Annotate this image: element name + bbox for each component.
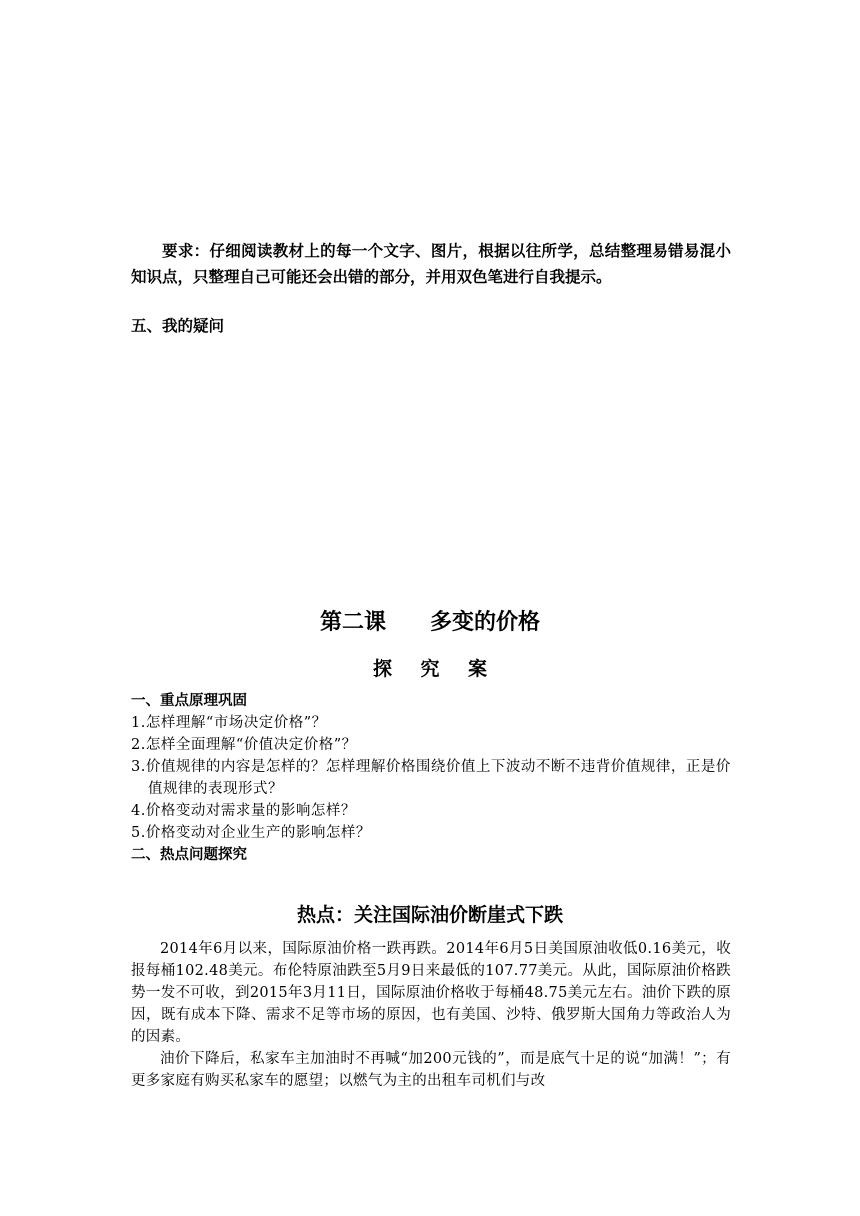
section-heading-key-principles: 一、重点原理巩固: [131, 693, 247, 709]
hot-topic-body: [131, 938, 731, 1092]
key-principles-section: [131, 690, 731, 866]
question-item: 4.价格变动对需求量的影响怎样？: [131, 803, 356, 819]
body-paragraph: 2014年6月以来，国际原油价格一跌再跌。2014年6月5日美国原油收低0.16美元，收报每桶102.48美元。布伦特原油跌至5月9日来最低的107.77美元。从此，国际原油价格跌势一发不可收，到2015年3月11日，国际原油价格收于每桶48.75美元左右。油价下跌的原因，既有成本下降、需求不足等市场的原因，也有美国、沙特、俄罗斯大国角力等政治人为的因素。: [131, 941, 731, 1045]
lesson-title: 第二课 多变的价格: [319, 610, 540, 635]
section-heading-hot-topics: 二、热点问题探究: [131, 847, 247, 863]
hot-topic-title: 热点：关注国际油价断崖式下跌: [296, 904, 563, 926]
body-paragraph: 油价下降后，私家车主加油时不再喊“加200元钱的”，而是底气十足的说“加满！”；有更多家庭有购买私家车的愿望；以燃气为主的出租车司机们与改: [131, 1051, 731, 1089]
question-item: 2.怎样全面理解“价值决定价格”？: [131, 737, 357, 753]
question-item: 5.价格变动对企业生产的影响怎样？: [131, 825, 371, 841]
question-item-continuation: 值规律的表现形式？: [148, 781, 283, 797]
section-heading-my-questions: 五、我的疑问: [131, 317, 225, 335]
question-item: 1.怎样理解“市场决定价格”？: [131, 715, 327, 731]
case-subtitle: 探究案: [372, 658, 516, 680]
question-item: 3.价值规律的内容是怎样的？怎样理解价格围绕价值上下波动不断不违背价值规律，正是价: [131, 759, 731, 775]
requirement-paragraph: 要求：仔细阅读教材上的每一个文字、图片，根据以往所学，总结整理易错易混小知识点，只整理自己可能还会出错的部分，并用双色笔进行自我提示。: [131, 241, 731, 286]
